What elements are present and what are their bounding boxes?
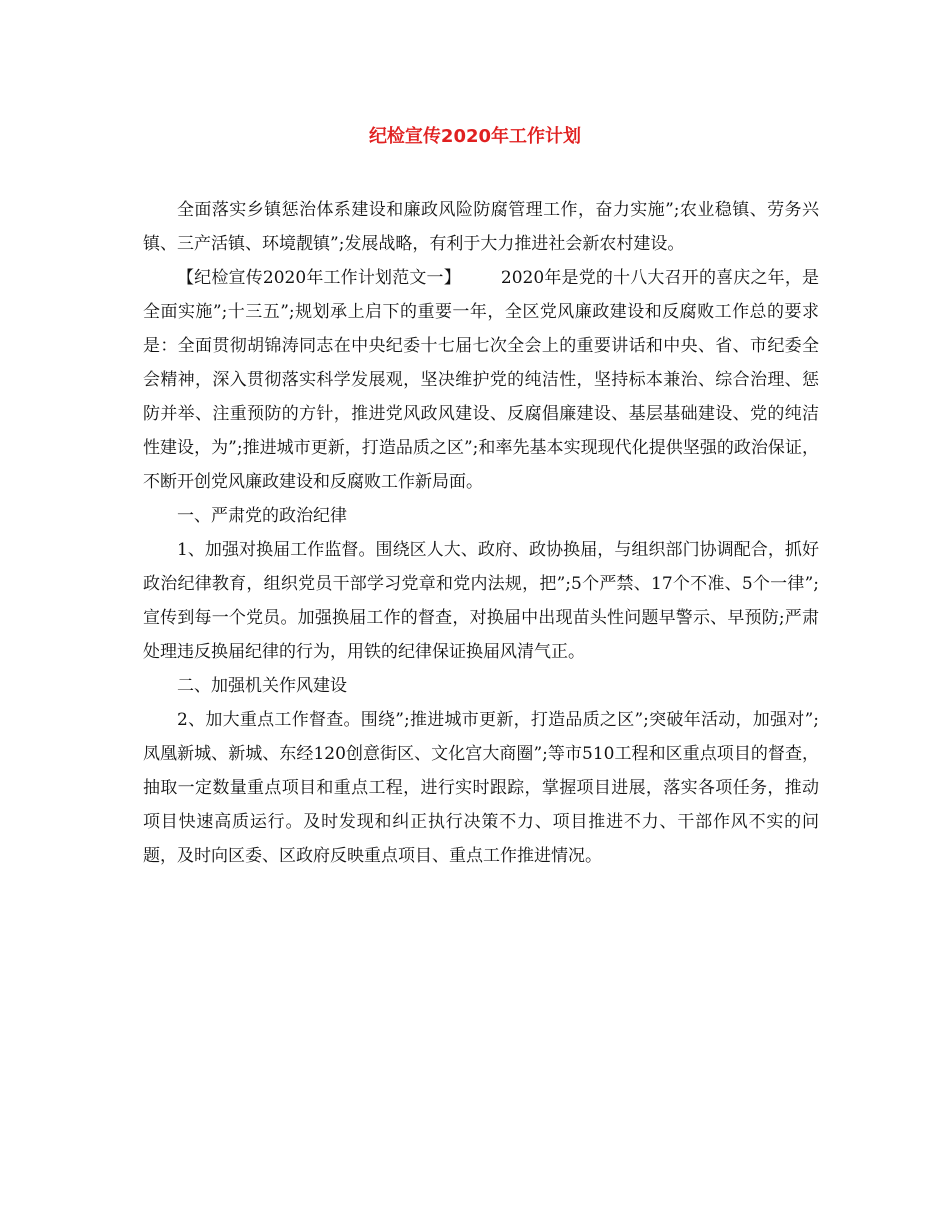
document-body xyxy=(143,193,819,873)
section-heading-1: 一、严肃党的政治纪律 xyxy=(177,506,347,526)
document-title: 纪检宣传2020年工作计划 xyxy=(368,126,582,147)
section-2-item-2: 2、加大重点工作督查。围绕”;推进城市更新，打造品质之区”;突破年活动，加强对”;凤凰新城、新城、东经120创意街区、文化宫大商圈”;等市510工程和区重点项目的督查，抽取一定数量重点项目和重点工程，进行实时跟踪，掌握项目进展，落实各项任务，推动项目快速高质运行。及时发现和纠正执行决策不力、项目推进不力、干部作风不实的问题，及时向区委、区政府反映重点项目、重点工作推进情况。 xyxy=(143,710,819,866)
intro-paragraph: 全面落实乡镇惩治体系建设和廉政风险防腐管理工作，奋力实施”;农业稳镇、劳务兴镇、三产活镇、环境靓镇”;发展战略，有利于大力推进社会新农村建设。 xyxy=(143,200,819,254)
sample-paragraph xyxy=(143,261,819,499)
section-1-item-1: 1、加强对换届工作监督。围绕区人大、政府、政协换届，与组织部门协调配合，抓好政治纪律教育，组织党员干部学习党章和党内法规，把”;5个严禁、17个不准、5个一律”;宣传到每一个党员。加强换届工作的督查，对换届中出现苗头性问题早警示、早预防;严肃处理违反换届纪律的行为，用铁的纪律保证换届风清气正。 xyxy=(143,540,819,662)
section-heading-2: 二、加强机关作风建设 xyxy=(177,676,347,696)
sample-heading: 【纪检宣传2020年工作计划范文一】 xyxy=(177,268,461,288)
sample-body: 2020年是党的十八大召开的喜庆之年，是全面实施”;十三五”;规划承上启下的重要一年，全区党风廉政建设和反腐败工作总的要求是：全面贯彻胡锦涛同志在中央纪委十七届七次全会上的重要讲话和中央、省、市纪委全会精神，深入贯彻落实科学发展观，坚决维护党的纯洁性，坚持标本兼治、综合治理、惩防并举、注重预防的方针，推进党风政风建设、反腐倡廉建设、基层基础建设、党的纯洁性建设，为”;推进城市更新，打造品质之区”;和率先基本实现现代化提供坚强的政治保证，不断开创党风廉政建设和反腐败工作新局面。 xyxy=(143,268,820,492)
